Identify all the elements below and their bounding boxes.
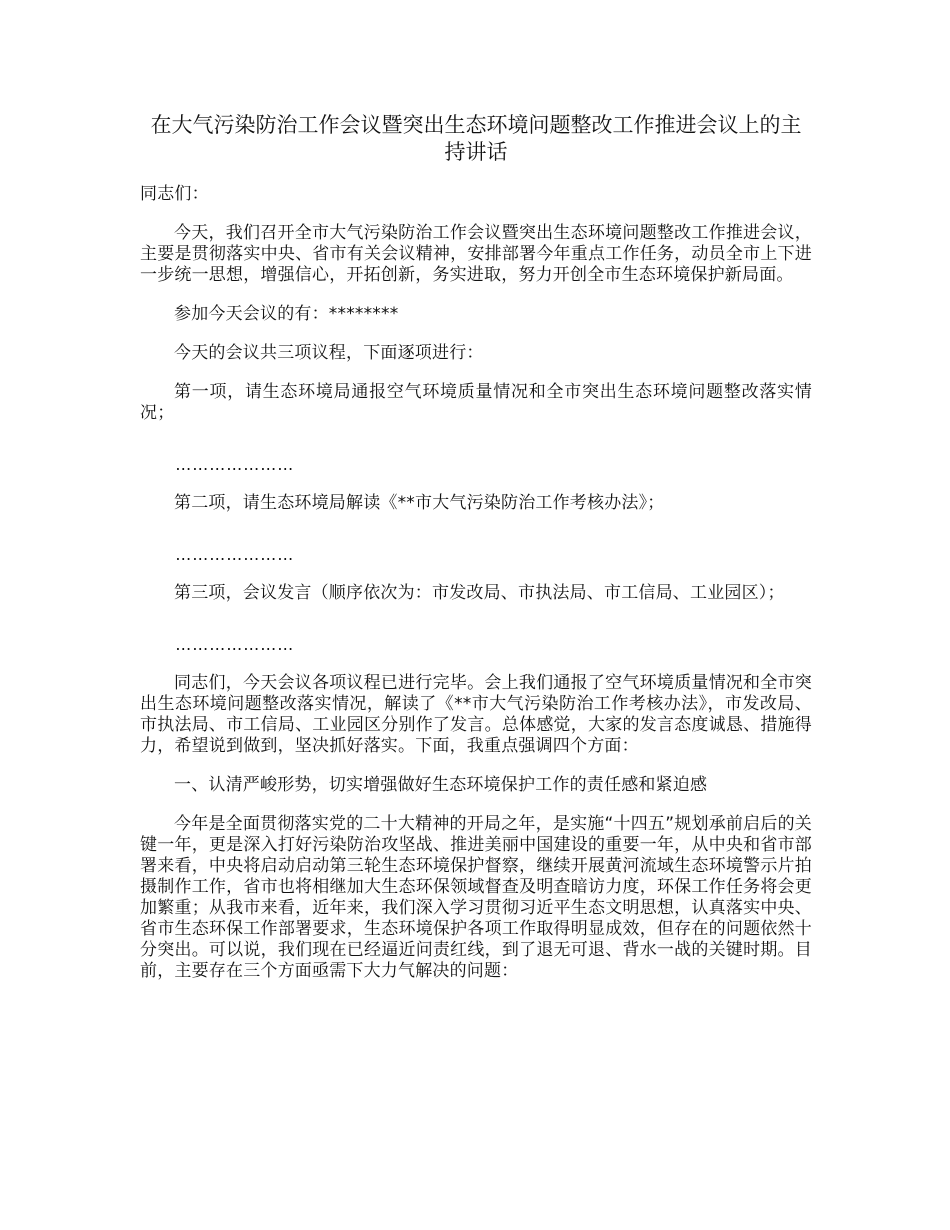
agenda-item-1: 第一项，请生态环境局通报空气环境质量情况和全市突出生态环境问题整改落实情况； xyxy=(140,382,812,423)
document-title: 在大气污染防治工作会议暨突出生态环境问题整改工作推进会议上的主持讲话 xyxy=(150,113,802,164)
ellipsis-divider-2: ………………… xyxy=(175,545,295,564)
section-1-heading: 一、认清严峻形势，切实增强做好生态环境保护工作的责任感和紧迫感 xyxy=(174,775,708,795)
paragraph-attendees: 参加今天会议的有：******** xyxy=(174,304,399,324)
paragraph-agenda-intro: 今天的会议共三项议程，下面逐项进行： xyxy=(174,343,484,363)
agenda-item-3: 第三项，会议发言（顺序依次为：市发改局、市执法局、市工信局、工业园区）； xyxy=(174,583,785,603)
paragraph-summary: 同志们，今天会议各项议程已进行完毕。会上我们通报了空气环境质量情况和全市突出生态环境问题整改落实情况，解读了《**市大气污染防治工作考核办法》，市发改局、市执法局、市工信局、工业园区分别作了发言。总体感觉，大家的发言态度诚恳、措施得力，希望说到做到，坚决抓好落实。下面，我重点强调四个方面： xyxy=(140,673,812,756)
section-1-body: 今年是全面贯彻落实党的二十大精神的开局之年，是实施“十四五”规划承前启后的关键一年，更是深入打好污染防治攻坚战、推进美丽中国建设的重要一年，从中央和省市部署来看，中央将启动启动第三轮生态环境保护督察，继续开展黄河流域生态环境警示片拍摄制作工作，省市也将相继加大生态环保领域督查及明查暗访力度，环保工作任务将会更加繁重；从我市来看，近年来，我们深入学习贯彻习近平生态文明思想，认真落实中央、省市生态环保工作部署要求，生态环境保护各项工作取得明显成效，但存在的问题依然十分突出。可以说，我们现在已经逼近问责红线，到了退无可退、背水一战的关键时期。目前，主要存在三个方面亟需下大力气解决的问题： xyxy=(140,814,812,981)
salutation: 同志们： xyxy=(140,184,209,204)
paragraph-intro: 今天，我们召开全市大气污染防治工作会议暨突出生态环境问题整改工作推进会议，主要是贯彻落实中央、省市有关会议精神，安排部署今年重点工作任务，动员全市上下进一步统一思想，增强信心，开拓创新，务实进取，努力开创全市生态环境保护新局面。 xyxy=(140,223,812,285)
ellipsis-divider-3: ………………… xyxy=(175,635,295,654)
ellipsis-divider-1: ………………… xyxy=(175,455,295,474)
document-body xyxy=(140,112,812,982)
agenda-item-2: 第二项，请生态环境局解读《**市大气污染防治工作考核办法》； xyxy=(174,493,665,513)
